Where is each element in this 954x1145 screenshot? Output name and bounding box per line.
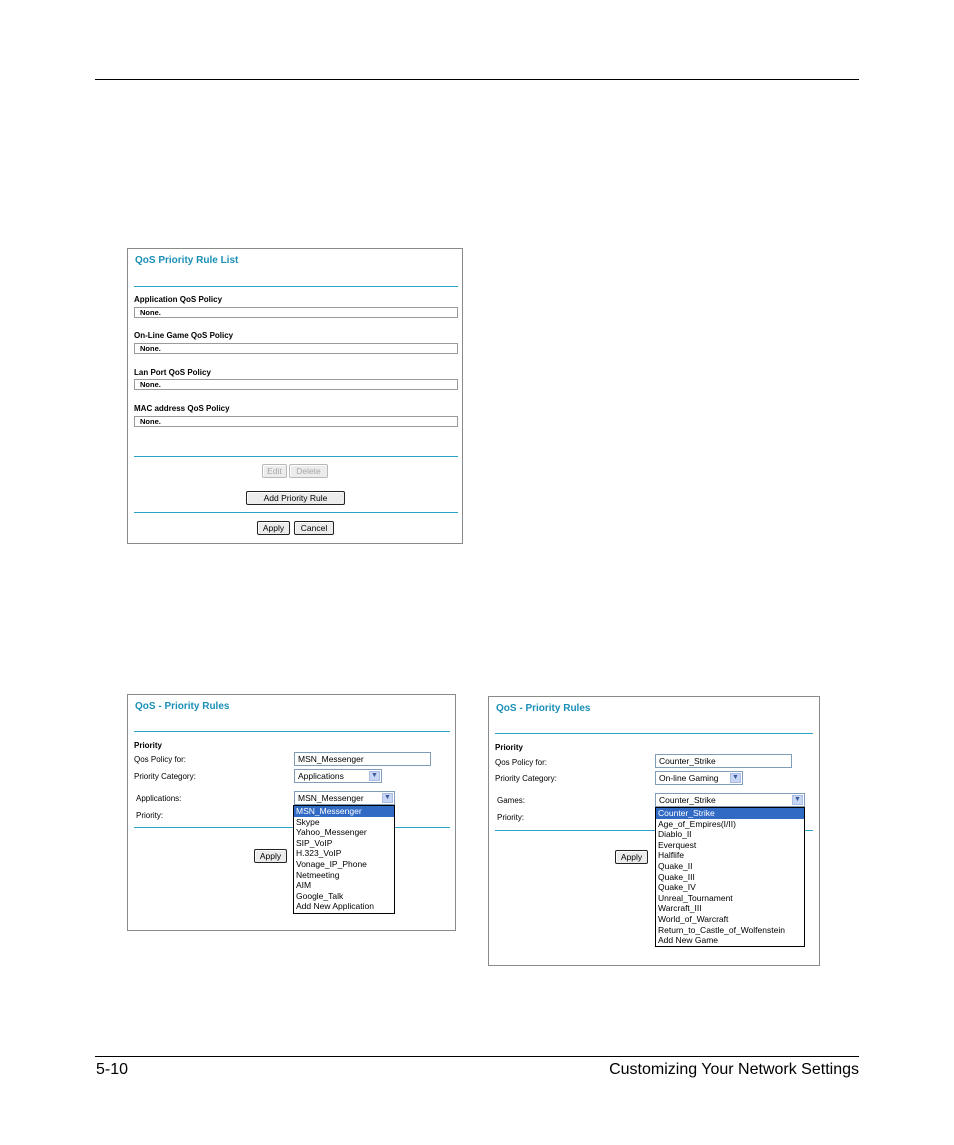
applications-label: Applications: <box>136 794 182 803</box>
dropdown-option[interactable]: Warcraft_III <box>658 903 702 914</box>
dropdown-option[interactable]: Diablo_II <box>658 829 692 840</box>
add-priority-rule-button[interactable]: Add Priority Rule <box>246 491 345 505</box>
qos-rule-list-panel <box>127 248 463 544</box>
dropdown-option[interactable]: H.323_VoIP <box>296 848 342 859</box>
qos-policy-for-input[interactable]: MSN_Messenger <box>294 752 431 766</box>
page-number: 5-10 <box>96 1061 129 1078</box>
dropdown-option[interactable]: MSN_Messenger <box>294 806 394 817</box>
online-game-policy-list: None. <box>134 343 458 354</box>
title-divider <box>134 286 458 287</box>
qos-policy-for-input[interactable]: Counter_Strike <box>655 754 792 768</box>
dropdown-option[interactable]: Quake_II <box>658 860 693 871</box>
dropdown-option[interactable]: Return_to_Castle_of_Wolfenstein <box>658 924 785 935</box>
edit-button[interactable]: Edit <box>262 464 287 478</box>
header-rule <box>95 79 859 80</box>
cancel-button[interactable]: Cancel <box>294 521 334 535</box>
lan-port-policy-list: None. <box>134 379 458 390</box>
games-dropdown-list[interactable] <box>655 807 805 947</box>
online-game-policy-label: On-Line Game QoS Policy <box>134 331 234 340</box>
lan-port-policy-label: Lan Port QoS Policy <box>134 368 211 377</box>
dropdown-option[interactable]: Google_Talk <box>296 890 344 901</box>
dropdown-option[interactable]: Vonage_IP_Phone <box>296 858 367 869</box>
apply-button[interactable]: Apply <box>254 849 287 863</box>
priority-category-select[interactable] <box>655 771 743 785</box>
dropdown-option[interactable]: Netmeeting <box>296 869 340 880</box>
dropdown-option[interactable]: Everquest <box>658 839 697 850</box>
games-value: Counter_Strike <box>659 795 716 805</box>
priority-category-label: Priority Category: <box>495 774 557 783</box>
dropdown-option[interactable]: AIM <box>296 880 312 891</box>
dropdown-option[interactable]: Add New Application <box>296 901 374 912</box>
qos-priority-rules-applications-panel <box>127 694 456 931</box>
priority-label: Priority: <box>136 811 164 820</box>
priority-category-value: Applications <box>298 771 344 781</box>
priority-category-select[interactable] <box>294 769 382 783</box>
priority-section-label: Priority <box>495 743 524 752</box>
panel-title: QoS Priority Rule List <box>135 255 239 266</box>
mac-address-policy-label: MAC address QoS Policy <box>134 404 230 413</box>
apply-button[interactable]: Apply <box>257 521 290 535</box>
applications-select[interactable] <box>294 791 395 805</box>
panel-title: QoS - Priority Rules <box>135 701 230 712</box>
dropdown-option[interactable]: World_of_Warcraft <box>658 913 729 924</box>
applications-dropdown-list[interactable] <box>293 805 395 914</box>
actions-divider <box>134 512 458 513</box>
delete-button[interactable]: Delete <box>289 464 328 478</box>
games-select[interactable] <box>655 793 805 807</box>
chevron-down-icon[interactable]: ▼ <box>730 773 741 783</box>
priority-category-label: Priority Category: <box>134 772 196 781</box>
priority-label: Priority: <box>497 813 525 822</box>
priority-section-label: Priority <box>134 741 163 750</box>
applications-value: MSN_Messenger <box>298 793 364 803</box>
dropdown-option[interactable]: Skype <box>296 816 320 827</box>
games-label: Games: <box>497 796 526 805</box>
form-divider <box>134 827 450 828</box>
application-policy-list: None. <box>134 307 458 318</box>
application-policy-label: Application QoS Policy <box>134 295 223 304</box>
dropdown-option[interactable]: Halflife <box>658 850 684 861</box>
dropdown-option[interactable]: Age_of_Empires(I/II) <box>658 818 736 829</box>
footer-rule <box>95 1056 859 1057</box>
qos-policy-for-label: Qos Policy for: <box>495 758 548 767</box>
qos-policy-for-label: Qos Policy for: <box>134 755 187 764</box>
dropdown-option[interactable]: Unreal_Tournament <box>658 892 733 903</box>
apply-button[interactable]: Apply <box>615 850 648 864</box>
dropdown-option[interactable]: Add New Game <box>658 935 718 946</box>
dropdown-option[interactable]: Counter_Strike <box>656 808 804 819</box>
dropdown-option[interactable]: SIP_VoIP <box>296 837 333 848</box>
dropdown-option[interactable]: Quake_III <box>658 871 695 882</box>
title-divider <box>495 733 813 734</box>
priority-category-value: On-line Gaming <box>659 773 719 783</box>
chevron-down-icon[interactable]: ▼ <box>369 771 380 781</box>
chapter-title: Customizing Your Network Settings <box>609 1061 859 1078</box>
chevron-down-icon[interactable]: ▼ <box>382 793 393 803</box>
dropdown-option[interactable]: Quake_IV <box>658 882 696 893</box>
chevron-down-icon[interactable]: ▼ <box>792 795 803 805</box>
list-divider <box>134 456 458 457</box>
qos-priority-rules-games-panel <box>488 696 820 966</box>
title-divider <box>134 731 450 732</box>
dropdown-option[interactable]: Yahoo_Messenger <box>296 827 367 838</box>
mac-address-policy-list: None. <box>134 416 458 427</box>
panel-title: QoS - Priority Rules <box>496 703 591 714</box>
